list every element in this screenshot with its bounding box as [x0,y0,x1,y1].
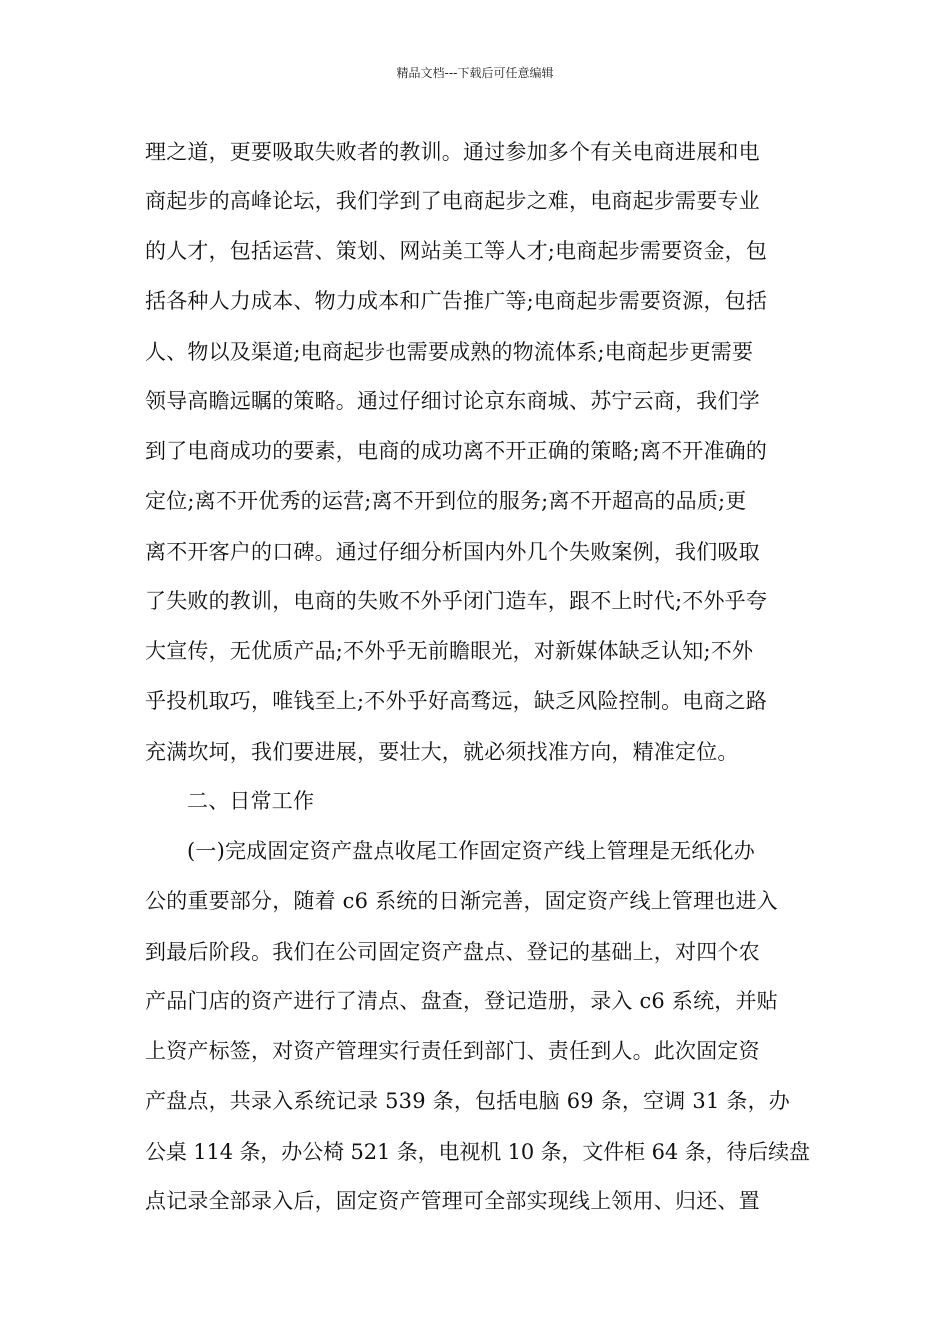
paragraph-line: 上资产标签，对资产管理实行责任到部门、责任到人。此次固定资 [145,1039,760,1063]
paragraph-line: 公的重要部分，随着 c6 系统的日渐完善，固定资产线上管理也进入 [145,889,778,913]
paragraph-line: 人、物以及渠道;电商起步也需要成熟的物流体系;电商起步更需要 [145,340,754,364]
paragraph-line: 了失败的教训，电商的失败不外乎闭门造车，跟不上时代;不外乎夸 [145,589,768,613]
page-header: 精品文档---下载后可任意编辑 [396,66,554,80]
paragraph-line: 充满坎坷，我们要进展，要壮大，就必须找准方向，精准定位。 [145,740,739,764]
section-heading: 二、日常工作 [187,789,315,813]
paragraph-line: 领导高瞻远瞩的策略。通过仔细讨论京东商城、苏宁云商，我们学 [145,389,760,413]
paragraph-line: 理之道，更要吸取失败者的教训。通过参加多个有关电商进展和电 [145,140,760,164]
paragraph-line: 公桌 114 条，办公椅 521 条，电视机 10 条，文件柜 64 条，待后续盘 [145,1140,810,1164]
paragraph-line: (一)完成固定资产盘点收尾工作固定资产线上管理是无纸化办 [187,839,755,863]
paragraph-line: 定位;离不开优秀的运营;离不开到位的服务;离不开超高的品质;更 [145,489,747,513]
paragraph-line: 乎投机取巧，唯钱至上;不外乎好高骛远，缺乏风险控制。电商之路 [145,689,768,713]
paragraph-line: 商起步的高峰论坛，我们学到了电商起步之难，电商起步需要专业 [145,189,760,213]
paragraph-line: 括各种人力成本、物力成本和广告推广等;电商起步需要资源，包括 [145,289,768,313]
paragraph-line: 到最后阶段。我们在公司固定资产盘点、登记的基础上，对四个农 [145,940,760,964]
paragraph-line: 产品门店的资产进行了清点、盘查，登记造册，录入 c6 系统，并贴 [145,989,778,1013]
paragraph-line: 大宣传，无优质产品;不外乎无前瞻眼光，对新媒体缺乏认知;不外 [145,639,754,663]
paragraph-line: 到了电商成功的要素，电商的成功离不开正确的策略;离不开准确的 [145,439,768,463]
paragraph-line: 的人才，包括运营、策划、网站美工等人才;电商起步需要资金，包 [145,239,768,263]
paragraph-line: 点记录全部录入后，固定资产管理可全部实现线上领用、归还、置 [145,1189,760,1213]
paragraph-line: 产盘点，共录入系统记录 539 条，包括电脑 69 条，空调 31 条，办 [145,1089,790,1113]
paragraph-line: 离不开客户的口碑。通过仔细分析国内外几个失败案例，我们吸取 [145,540,760,564]
